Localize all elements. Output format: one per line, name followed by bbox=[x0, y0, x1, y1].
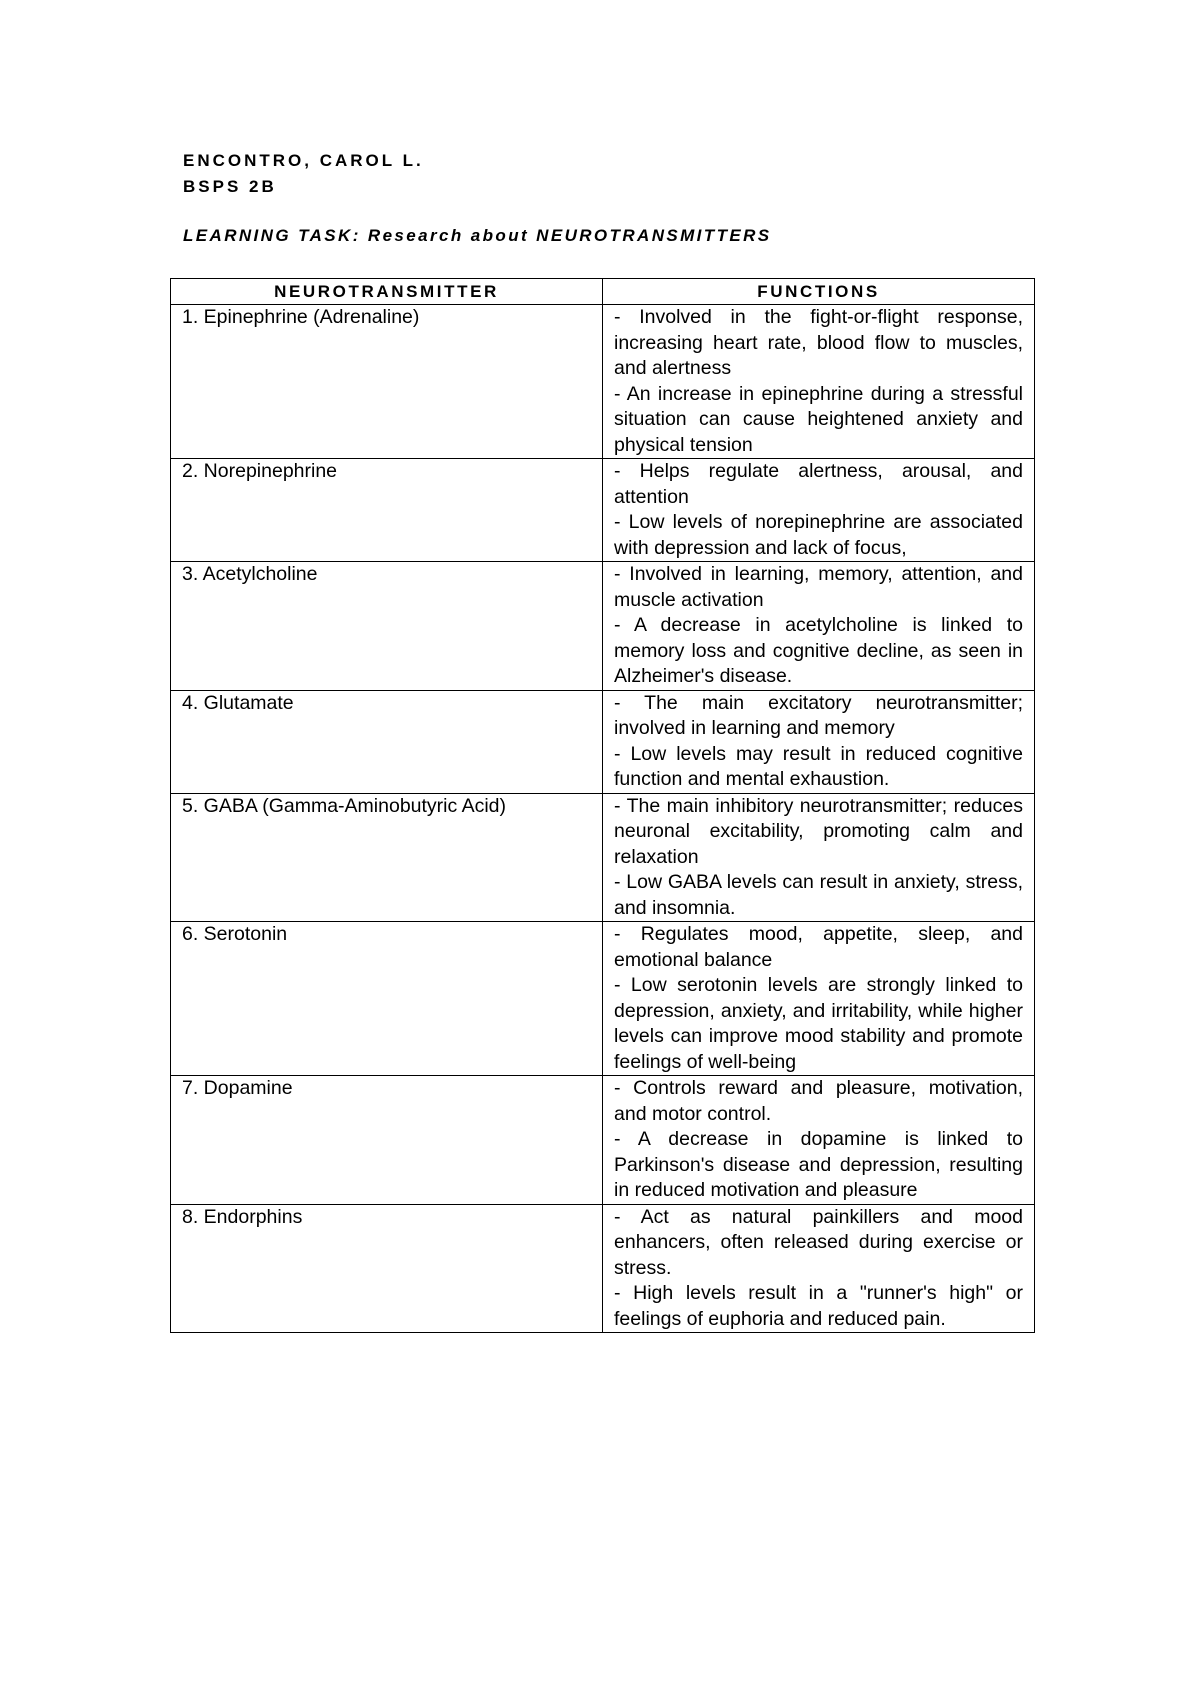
table-row bbox=[171, 305, 1035, 459]
function-item: - Low serotonin levels are strongly linked to depression, anxiety, and irritability, while higher levels can improve mood stability and promote feelings of well-being bbox=[614, 974, 1023, 1073]
functions-cell bbox=[603, 793, 1035, 922]
functions-cell bbox=[603, 922, 1035, 1076]
function-item: - Involved in learning, memory, attention, and muscle activation bbox=[614, 563, 1023, 611]
function-item: - Regulates mood, appetite, sleep, and emotional balance bbox=[614, 923, 1023, 971]
table-row bbox=[171, 562, 1035, 691]
function-item: - The main excitatory neurotransmitter; involved in learning and memory bbox=[614, 691, 1023, 739]
function-item: - Low GABA levels can result in anxiety, stress, and insomnia. bbox=[614, 871, 1023, 919]
table-row bbox=[171, 922, 1035, 1076]
functions-cell bbox=[603, 459, 1035, 562]
neurotransmitter-name: 3. Acetylcholine bbox=[171, 562, 603, 691]
neurotransmitter-name: 6. Serotonin bbox=[171, 922, 603, 1076]
functions-cell bbox=[603, 690, 1035, 793]
function-item: - Controls reward and pleasure, motivation, and motor control. bbox=[614, 1077, 1023, 1125]
table-row bbox=[171, 1204, 1035, 1333]
functions-cell bbox=[603, 305, 1035, 459]
column-header-functions: FUNCTIONS bbox=[603, 279, 1035, 305]
table-row bbox=[171, 459, 1035, 562]
function-item: - A decrease in acetylcholine is linked to memory loss and cognitive decline, as seen in Alzheimer's disease. bbox=[614, 614, 1023, 687]
functions-cell bbox=[603, 1204, 1035, 1333]
function-item: - Low levels may result in reduced cognitive function and mental exhaustion. bbox=[614, 742, 1023, 790]
function-item: - High levels result in a "runner's high" or feelings of euphoria and reduced pain. bbox=[614, 1282, 1023, 1330]
neurotransmitter-name: 2. Norepinephrine bbox=[171, 459, 603, 562]
table-body bbox=[171, 305, 1035, 1333]
neurotransmitter-name: 4. Glutamate bbox=[171, 690, 603, 793]
table-row bbox=[171, 793, 1035, 922]
function-item: - An increase in epinephrine during a stressful situation can cause heightened anxiety and physical tension bbox=[614, 382, 1023, 456]
column-header-neurotransmitter: NEUROTRANSMITTER bbox=[171, 279, 603, 305]
functions-cell bbox=[603, 562, 1035, 691]
function-item: - The main inhibitory neurotransmitter; reduces neuronal excitability, promoting calm and relaxation bbox=[614, 794, 1023, 868]
neurotransmitter-name: 7. Dopamine bbox=[171, 1076, 603, 1205]
neurotransmitter-table bbox=[170, 278, 1035, 1333]
task-title: LEARNING TASK: Research about NEUROTRANSMITTERS bbox=[183, 226, 772, 245]
function-item: - Helps regulate alertness, arousal, and attention bbox=[614, 460, 1023, 508]
functions-cell bbox=[603, 1076, 1035, 1205]
document-header bbox=[183, 148, 424, 200]
neurotransmitter-name: 1. Epinephrine (Adrenaline) bbox=[171, 305, 603, 459]
table-row bbox=[171, 690, 1035, 793]
neurotransmitter-name: 8. Endorphins bbox=[171, 1204, 603, 1333]
function-item: - Low levels of norepinephrine are associated with depression and lack of focus, bbox=[614, 511, 1023, 559]
function-item: - Act as natural painkillers and mood enhancers, often released during exercise or stress. bbox=[614, 1205, 1023, 1279]
table-row bbox=[171, 1076, 1035, 1205]
table-header-row bbox=[171, 279, 1035, 305]
student-name: ENCONTRO, CAROL L. bbox=[183, 151, 424, 170]
function-item: - A decrease in dopamine is linked to Parkinson's disease and depression, resulting in reduced motivation and pleasure bbox=[614, 1128, 1023, 1201]
neurotransmitter-name: 5. GABA (Gamma-Aminobutyric Acid) bbox=[171, 793, 603, 922]
function-item: - Involved in the fight-or-flight response, increasing heart rate, blood flow to muscles, and alertness bbox=[614, 306, 1023, 379]
student-section: BSPS 2B bbox=[183, 177, 277, 196]
